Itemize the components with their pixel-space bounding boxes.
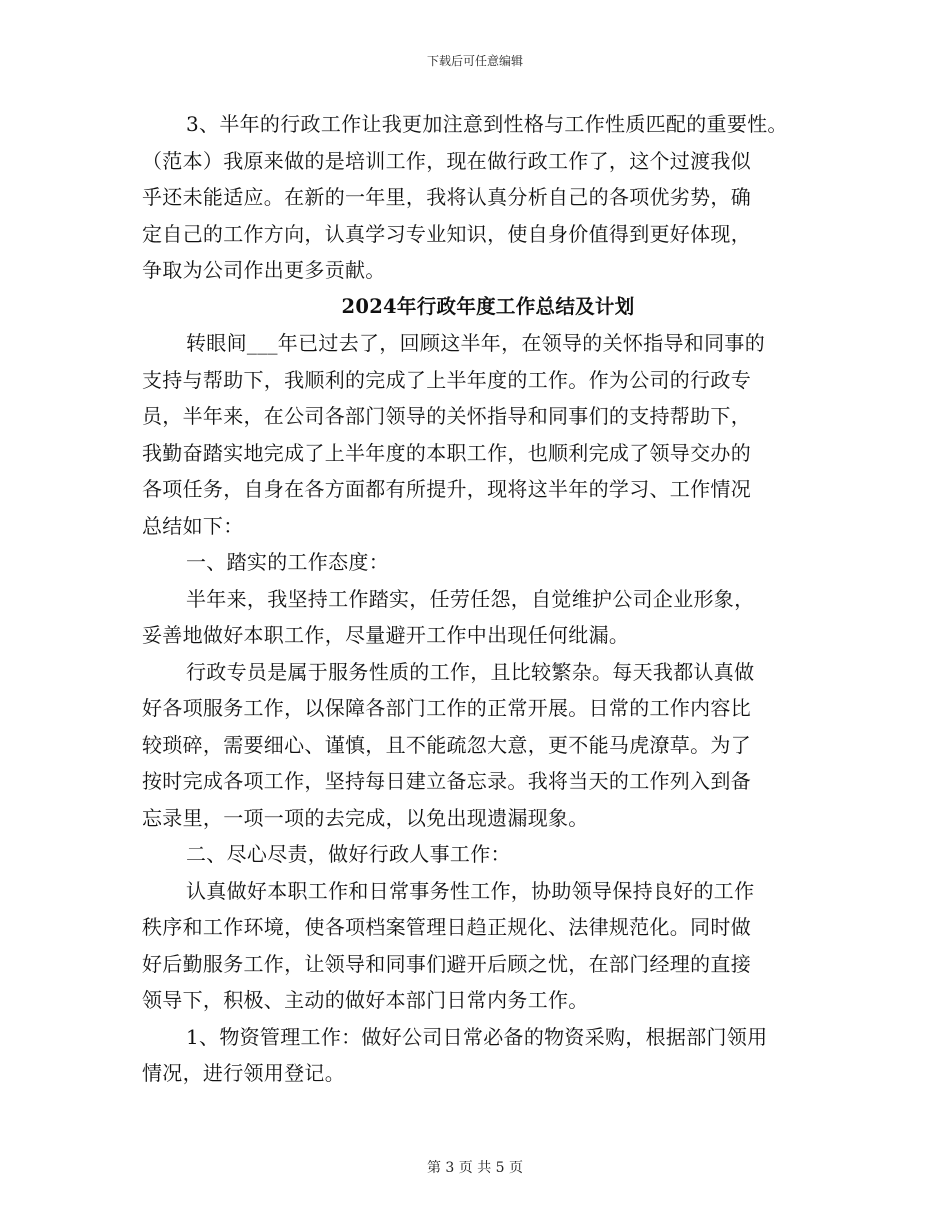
page-header-note: 下载后可任意编辑 [426, 54, 523, 68]
body-text-line: 转眼间___年已过去了，回顾这半年，在领导的关怀指导和同事的 [186, 331, 765, 355]
body-text-line: 妥善地做好本职工作，尽量避开工作中出现任何纰漏。 [142, 623, 630, 647]
body-text-line: 1、物资管理工作：做好公司日常必备的物资采购，根据部门领用 [186, 1024, 768, 1049]
body-text-line: 总结如下： [142, 513, 244, 538]
body-text-line: 按时完成各项工作，坚持每日建立备忘录。我将当天的工作列入到备 [142, 769, 751, 793]
body-text-line: 半年来，我坚持工作踏实，任劳任怨，自觉维护公司企业形象， [186, 586, 755, 611]
body-text-line: 一、踏实的工作态度： [186, 550, 389, 574]
body-text-line: 我勤奋踏实地完成了上半年度的本职工作，也顺利完成了领导交办的 [142, 440, 751, 465]
body-text-line: 较琐碎，需要细心、谨慎，且不能疏忽大意，更不能马虎潦草。为了 [142, 732, 751, 757]
page-number: 第 3 页 共 5 页 [426, 1160, 524, 1176]
body-text-line: （范本）我原来做的是培训工作，现在做行政工作了，这个过渡我似 [142, 148, 751, 173]
body-text-line: 员，半年来，在公司各部门领导的关怀指导和同事们的支持帮助下， [142, 404, 751, 428]
body-text-line: 各项任务，自身在各方面都有所提升，现将这半年的学习、工作情况 [142, 477, 751, 501]
body-text-line: 二、尽心尽责，做好行政人事工作： [186, 842, 511, 866]
body-text-line: 情况，进行领用登记。 [142, 1061, 345, 1085]
body-text-line: 秩序和工作环境，使各项档案管理日趋正规化、法律规范化。同时做 [142, 915, 751, 939]
body-text-line: 争取为公司作出更多贡献。 [142, 258, 386, 282]
body-text-line: 3、半年的行政工作让我更加注意到性格与工作性质匹配的重要性。 [186, 112, 788, 136]
body-text-line: 定自己的工作方向，认真学习专业知识，使自身价值得到更好体现， [142, 221, 751, 246]
body-text-line: 忘录里，一项一项的去完成，以免出现遗漏现象。 [142, 805, 589, 830]
body-text-line: 支持与帮助下，我顺利的完成了上半年度的工作。作为公司的行政专 [142, 367, 751, 392]
document-body [142, 106, 818, 1092]
body-text-line: 领导下，积极、主动的做好本部门日常内务工作。 [142, 988, 589, 1012]
body-text-line: 行政专员是属于服务性质的工作，且比较繁杂。每天我都认真做 [186, 659, 755, 684]
body-text-line: 好后勤服务工作，让领导和同事们避开后顾之忧，在部门经理的直接 [142, 951, 751, 976]
body-text-line: 认真做好本职工作和日常事务性工作，协助领导保持良好的工作 [186, 878, 755, 903]
body-text-line: 好各项服务工作，以保障各部门工作的正常开展。日常的工作内容比 [142, 696, 751, 720]
section-title: 2024年行政年度工作总结及计划 [341, 294, 635, 318]
body-text-line: 乎还未能适应。在新的一年里，我将认真分析自己的各项优劣势，确 [142, 185, 751, 209]
